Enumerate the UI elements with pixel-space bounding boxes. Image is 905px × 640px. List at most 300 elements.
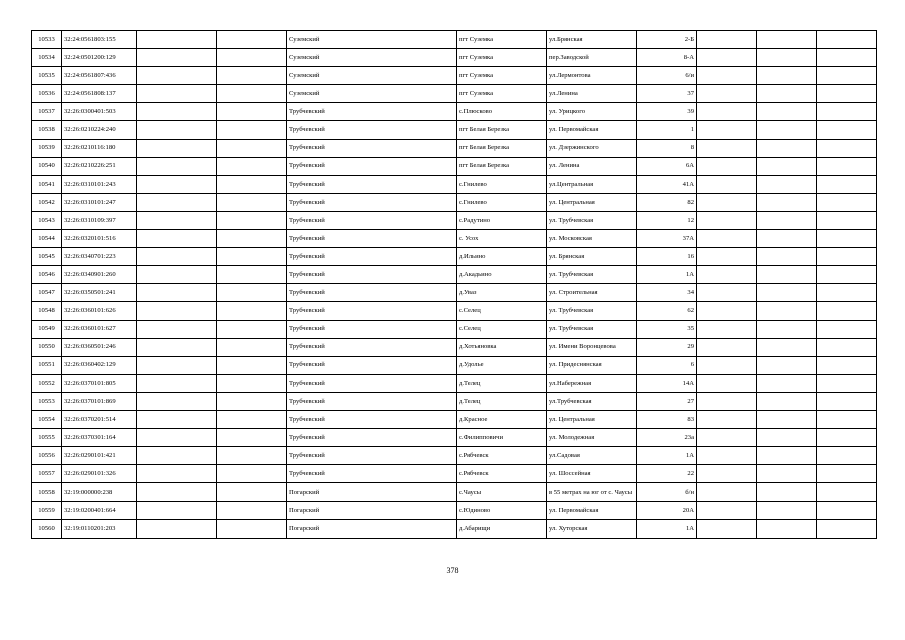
district-cell: Трубчевский xyxy=(287,121,457,139)
locality-cell: пгт Суземка xyxy=(457,67,547,85)
empty-cell xyxy=(697,121,757,139)
empty-cell xyxy=(137,465,217,483)
empty-cell xyxy=(217,302,287,320)
empty-cell xyxy=(697,502,757,520)
empty-cell xyxy=(137,230,217,248)
locality-cell: д.Акадьино xyxy=(457,266,547,284)
empty-cell xyxy=(817,230,877,248)
table-row xyxy=(32,356,877,374)
empty-cell xyxy=(217,157,287,175)
empty-cell xyxy=(817,31,877,49)
street-cell: ул. Хуторская xyxy=(547,520,637,538)
row-number-cell: 10551 xyxy=(32,356,62,374)
table-row xyxy=(32,502,877,520)
empty-cell xyxy=(757,193,817,211)
table-row xyxy=(32,429,877,447)
empty-cell xyxy=(137,139,217,157)
empty-cell xyxy=(757,248,817,266)
empty-cell xyxy=(217,175,287,193)
empty-cell xyxy=(137,374,217,392)
empty-cell xyxy=(217,338,287,356)
cadastral-number-cell: 32:26:0360501:246 xyxy=(62,338,137,356)
table-row xyxy=(32,302,877,320)
cadastral-number-cell: 32:19:000000:238 xyxy=(62,483,137,502)
locality-cell: с. Усох xyxy=(457,230,547,248)
cadastral-number-cell: 32:26:0310109:397 xyxy=(62,211,137,229)
empty-cell xyxy=(137,429,217,447)
empty-cell xyxy=(137,193,217,211)
empty-cell xyxy=(697,338,757,356)
empty-cell xyxy=(757,465,817,483)
table-row xyxy=(32,121,877,139)
registry-body xyxy=(32,31,877,539)
house-number-cell: 6А xyxy=(637,157,697,175)
table-row xyxy=(32,67,877,85)
empty-cell xyxy=(697,49,757,67)
district-cell: Трубчевский xyxy=(287,211,457,229)
house-number-cell: 16 xyxy=(637,248,697,266)
empty-cell xyxy=(137,103,217,121)
table-row xyxy=(32,139,877,157)
street-cell: ул. Урицкого xyxy=(547,103,637,121)
street-cell: ул.Трубчевская xyxy=(547,392,637,410)
street-cell: ул. Дзержинского xyxy=(547,139,637,157)
table-row xyxy=(32,284,877,302)
street-cell: ул. Центральная xyxy=(547,410,637,428)
district-cell: Трубчевский xyxy=(287,248,457,266)
empty-cell xyxy=(757,157,817,175)
empty-cell xyxy=(757,85,817,103)
empty-cell xyxy=(217,266,287,284)
locality-cell: с.Селец xyxy=(457,302,547,320)
street-cell: ул. Трубчевская xyxy=(547,211,637,229)
empty-cell xyxy=(817,175,877,193)
row-number-cell: 10560 xyxy=(32,520,62,538)
street-cell: ул. Центральная xyxy=(547,193,637,211)
district-cell: Трубчевский xyxy=(287,266,457,284)
empty-cell xyxy=(137,211,217,229)
empty-cell xyxy=(137,502,217,520)
table-row xyxy=(32,211,877,229)
table-row xyxy=(32,85,877,103)
table-row xyxy=(32,193,877,211)
district-cell: Трубчевский xyxy=(287,392,457,410)
empty-cell xyxy=(697,139,757,157)
locality-cell: с.Рябчевск xyxy=(457,447,547,465)
street-cell: ул. Шоссейная xyxy=(547,465,637,483)
street-cell: ул. Первомайская xyxy=(547,121,637,139)
empty-cell xyxy=(757,302,817,320)
empty-cell xyxy=(697,103,757,121)
empty-cell xyxy=(757,230,817,248)
empty-cell xyxy=(757,121,817,139)
row-number-cell: 10554 xyxy=(32,410,62,428)
cadastral-number-cell: 32:26:0210226:251 xyxy=(62,157,137,175)
empty-cell xyxy=(697,520,757,538)
row-number-cell: 10552 xyxy=(32,374,62,392)
house-number-cell: 83 xyxy=(637,410,697,428)
district-cell: Трубчевский xyxy=(287,320,457,338)
table-row xyxy=(32,338,877,356)
house-number-cell: 35 xyxy=(637,320,697,338)
empty-cell xyxy=(757,139,817,157)
empty-cell xyxy=(817,320,877,338)
locality-cell: с.Гнилево xyxy=(457,175,547,193)
empty-cell xyxy=(137,320,217,338)
table-row xyxy=(32,31,877,49)
empty-cell xyxy=(137,302,217,320)
row-number-cell: 10548 xyxy=(32,302,62,320)
empty-cell xyxy=(137,410,217,428)
house-number-cell: 39 xyxy=(637,103,697,121)
locality-cell: пгт Суземка xyxy=(457,85,547,103)
empty-cell xyxy=(697,31,757,49)
house-number-cell: 29 xyxy=(637,338,697,356)
empty-cell xyxy=(137,31,217,49)
house-number-cell: 1 xyxy=(637,121,697,139)
cadastral-number-cell: 32:26:0310101:247 xyxy=(62,193,137,211)
empty-cell xyxy=(757,338,817,356)
empty-cell xyxy=(697,356,757,374)
row-number-cell: 10550 xyxy=(32,338,62,356)
locality-cell: д.Уваз xyxy=(457,284,547,302)
row-number-cell: 10543 xyxy=(32,211,62,229)
row-number-cell: 10549 xyxy=(32,320,62,338)
empty-cell xyxy=(217,230,287,248)
empty-cell xyxy=(697,85,757,103)
empty-cell xyxy=(757,103,817,121)
street-cell: пер.Заводской xyxy=(547,49,637,67)
empty-cell xyxy=(757,31,817,49)
empty-cell xyxy=(137,49,217,67)
district-cell: Трубчевский xyxy=(287,338,457,356)
street-cell: ул. Брянская xyxy=(547,248,637,266)
district-cell: Суземский xyxy=(287,67,457,85)
row-number-cell: 10559 xyxy=(32,502,62,520)
empty-cell xyxy=(817,157,877,175)
empty-cell xyxy=(217,31,287,49)
empty-cell xyxy=(697,447,757,465)
empty-cell xyxy=(137,85,217,103)
house-number-cell: 41А xyxy=(637,175,697,193)
empty-cell xyxy=(817,392,877,410)
empty-cell xyxy=(757,320,817,338)
cadastral-number-cell: 32:26:0370201:514 xyxy=(62,410,137,428)
row-number-cell: 10536 xyxy=(32,85,62,103)
empty-cell xyxy=(757,211,817,229)
street-cell: ул. Первомайская xyxy=(547,502,637,520)
empty-cell xyxy=(217,67,287,85)
empty-cell xyxy=(817,429,877,447)
district-cell: Трубчевский xyxy=(287,429,457,447)
house-number-cell: 8-А xyxy=(637,49,697,67)
empty-cell xyxy=(817,85,877,103)
locality-cell: с.Радутино xyxy=(457,211,547,229)
cadastral-number-cell: 32:26:0350501:241 xyxy=(62,284,137,302)
table-row xyxy=(32,392,877,410)
locality-cell: пгт Белая Березка xyxy=(457,157,547,175)
empty-cell xyxy=(817,67,877,85)
empty-cell xyxy=(817,338,877,356)
empty-cell xyxy=(137,392,217,410)
street-cell: ул.Лермонтова xyxy=(547,67,637,85)
house-number-cell: 22 xyxy=(637,465,697,483)
row-number-cell: 10544 xyxy=(32,230,62,248)
row-number-cell: 10538 xyxy=(32,121,62,139)
empty-cell xyxy=(217,211,287,229)
table-row xyxy=(32,320,877,338)
row-number-cell: 10558 xyxy=(32,483,62,502)
district-cell: Трубчевский xyxy=(287,193,457,211)
empty-cell xyxy=(697,392,757,410)
empty-cell xyxy=(757,520,817,538)
empty-cell xyxy=(817,410,877,428)
empty-cell xyxy=(217,49,287,67)
empty-cell xyxy=(217,193,287,211)
cadastral-number-cell: 32:26:0320101:516 xyxy=(62,230,137,248)
empty-cell xyxy=(217,139,287,157)
district-cell: Суземский xyxy=(287,49,457,67)
district-cell: Погарский xyxy=(287,483,457,502)
empty-cell xyxy=(137,121,217,139)
row-number-cell: 10541 xyxy=(32,175,62,193)
district-cell: Трубчевский xyxy=(287,103,457,121)
street-cell: ул.Садовая xyxy=(547,447,637,465)
house-number-cell: 34 xyxy=(637,284,697,302)
cadastral-number-cell: 32:26:0360101:626 xyxy=(62,302,137,320)
empty-cell xyxy=(697,429,757,447)
empty-cell xyxy=(757,175,817,193)
empty-cell xyxy=(697,320,757,338)
empty-cell xyxy=(217,502,287,520)
house-number-cell: 20А xyxy=(637,502,697,520)
empty-cell xyxy=(757,429,817,447)
street-cell: ул. Московская xyxy=(547,230,637,248)
empty-cell xyxy=(697,302,757,320)
house-number-cell: 12 xyxy=(637,211,697,229)
house-number-cell: 27 xyxy=(637,392,697,410)
house-number-cell: 6 xyxy=(637,356,697,374)
empty-cell xyxy=(217,374,287,392)
cadastral-number-cell: 32:26:0210116:180 xyxy=(62,139,137,157)
row-number-cell: 10555 xyxy=(32,429,62,447)
empty-cell xyxy=(217,103,287,121)
empty-cell xyxy=(757,284,817,302)
empty-cell xyxy=(217,520,287,538)
table-row xyxy=(32,230,877,248)
empty-cell xyxy=(217,465,287,483)
empty-cell xyxy=(817,211,877,229)
empty-cell xyxy=(757,266,817,284)
empty-cell xyxy=(697,193,757,211)
empty-cell xyxy=(137,447,217,465)
table-row xyxy=(32,447,877,465)
row-number-cell: 10553 xyxy=(32,392,62,410)
row-number-cell: 10535 xyxy=(32,67,62,85)
empty-cell xyxy=(217,248,287,266)
street-cell: ул. Трубчевская xyxy=(547,320,637,338)
street-cell: ул. Трубчевская xyxy=(547,302,637,320)
empty-cell xyxy=(697,374,757,392)
locality-cell: д.Удолье xyxy=(457,356,547,374)
cadastral-number-cell: 32:24:0561808:137 xyxy=(62,85,137,103)
cadastral-number-cell: 32:24:0501200:129 xyxy=(62,49,137,67)
empty-cell xyxy=(697,483,757,502)
locality-cell: с.Селец xyxy=(457,320,547,338)
empty-cell xyxy=(757,67,817,85)
row-number-cell: 10540 xyxy=(32,157,62,175)
locality-cell: д.Абарищи xyxy=(457,520,547,538)
table-row xyxy=(32,465,877,483)
district-cell: Трубчевский xyxy=(287,447,457,465)
row-number-cell: 10545 xyxy=(32,248,62,266)
empty-cell xyxy=(757,392,817,410)
empty-cell xyxy=(217,85,287,103)
empty-cell xyxy=(217,356,287,374)
district-cell: Трубчевский xyxy=(287,374,457,392)
house-number-cell: 1А xyxy=(637,266,697,284)
district-cell: Трубчевский xyxy=(287,410,457,428)
row-number-cell: 10537 xyxy=(32,103,62,121)
district-cell: Трубчевский xyxy=(287,284,457,302)
empty-cell xyxy=(817,193,877,211)
empty-cell xyxy=(757,356,817,374)
empty-cell xyxy=(817,49,877,67)
empty-cell xyxy=(697,284,757,302)
locality-cell: д.Телец xyxy=(457,392,547,410)
empty-cell xyxy=(817,121,877,139)
locality-cell: пгт Белая Березка xyxy=(457,121,547,139)
street-cell: ул.Набережная xyxy=(547,374,637,392)
cadastral-number-cell: 32:26:0310101:243 xyxy=(62,175,137,193)
table-row xyxy=(32,520,877,538)
row-number-cell: 10557 xyxy=(32,465,62,483)
street-cell: ул. Молодежная xyxy=(547,429,637,447)
cadastral-number-cell: 32:26:0370301:164 xyxy=(62,429,137,447)
house-number-cell: 6/и xyxy=(637,67,697,85)
cadastral-number-cell: 32:26:0290101:421 xyxy=(62,447,137,465)
table-row xyxy=(32,103,877,121)
district-cell: Трубчевский xyxy=(287,230,457,248)
empty-cell xyxy=(757,410,817,428)
empty-cell xyxy=(697,157,757,175)
district-cell: Трубчевский xyxy=(287,465,457,483)
district-cell: Трубчевский xyxy=(287,302,457,320)
empty-cell xyxy=(817,447,877,465)
district-cell: Суземский xyxy=(287,85,457,103)
street-cell: ул. Имени Воронцевова xyxy=(547,338,637,356)
house-number-cell: 82 xyxy=(637,193,697,211)
row-number-cell: 10534 xyxy=(32,49,62,67)
locality-cell: пгт Суземка xyxy=(457,49,547,67)
cadastral-number-cell: 32:26:0370101:805 xyxy=(62,374,137,392)
empty-cell xyxy=(817,266,877,284)
empty-cell xyxy=(697,211,757,229)
empty-cell xyxy=(217,483,287,502)
locality-cell: пгт Белая Березка xyxy=(457,139,547,157)
row-number-cell: 10539 xyxy=(32,139,62,157)
street-cell: ул.Ленина xyxy=(547,85,637,103)
empty-cell xyxy=(217,320,287,338)
empty-cell xyxy=(217,447,287,465)
empty-cell xyxy=(697,230,757,248)
cadastral-number-cell: 32:19:0110201:203 xyxy=(62,520,137,538)
district-cell: Суземский xyxy=(287,31,457,49)
street-cell: ул.Центральная xyxy=(547,175,637,193)
empty-cell xyxy=(757,374,817,392)
house-number-cell: 23а xyxy=(637,429,697,447)
locality-cell: д.Телец xyxy=(457,374,547,392)
table-row xyxy=(32,266,877,284)
district-cell: Трубчевский xyxy=(287,157,457,175)
empty-cell xyxy=(757,483,817,502)
street-cell: ул. Строительная xyxy=(547,284,637,302)
house-number-cell: 2-Б xyxy=(637,31,697,49)
empty-cell xyxy=(217,392,287,410)
empty-cell xyxy=(697,410,757,428)
empty-cell xyxy=(137,175,217,193)
street-cell: ул.Брянская xyxy=(547,31,637,49)
empty-cell xyxy=(217,121,287,139)
empty-cell xyxy=(217,284,287,302)
empty-cell xyxy=(817,139,877,157)
district-cell: Погарский xyxy=(287,502,457,520)
cadastral-number-cell: 32:26:0340701:223 xyxy=(62,248,137,266)
street-cell: в 55 метрах на юг от с. Чаусы xyxy=(547,483,637,502)
locality-cell: с.Филипповичи xyxy=(457,429,547,447)
locality-cell: д.Хотьяновка xyxy=(457,338,547,356)
empty-cell xyxy=(217,429,287,447)
empty-cell xyxy=(697,67,757,85)
cadastral-number-cell: 32:26:0300401:503 xyxy=(62,103,137,121)
cadastral-number-cell: 32:19:0200401:664 xyxy=(62,502,137,520)
row-number-cell: 10556 xyxy=(32,447,62,465)
empty-cell xyxy=(137,338,217,356)
empty-cell xyxy=(697,465,757,483)
house-number-cell: 1А xyxy=(637,520,697,538)
street-cell: ул. Трубчевская xyxy=(547,266,637,284)
row-number-cell: 10546 xyxy=(32,266,62,284)
empty-cell xyxy=(137,483,217,502)
table-row xyxy=(32,175,877,193)
empty-cell xyxy=(697,175,757,193)
table-row xyxy=(32,49,877,67)
cadastral-number-cell: 32:26:0340901:260 xyxy=(62,266,137,284)
empty-cell xyxy=(137,67,217,85)
cadastral-number-cell: 32:26:0290101:326 xyxy=(62,465,137,483)
locality-cell: д.Красное xyxy=(457,410,547,428)
locality-cell: с.Чаусы xyxy=(457,483,547,502)
house-number-cell: 62 xyxy=(637,302,697,320)
house-number-cell: 14А xyxy=(637,374,697,392)
empty-cell xyxy=(817,356,877,374)
row-number-cell: 10533 xyxy=(32,31,62,49)
table-row xyxy=(32,248,877,266)
street-cell: ул. Ленина xyxy=(547,157,637,175)
row-number-cell: 10542 xyxy=(32,193,62,211)
table-row xyxy=(32,157,877,175)
house-number-cell: 37А xyxy=(637,230,697,248)
house-number-cell: 8 xyxy=(637,139,697,157)
page-number: 378 xyxy=(446,566,459,575)
empty-cell xyxy=(137,356,217,374)
empty-cell xyxy=(757,49,817,67)
empty-cell xyxy=(817,302,877,320)
table-row xyxy=(32,374,877,392)
district-cell: Трубчевский xyxy=(287,356,457,374)
empty-cell xyxy=(217,410,287,428)
empty-cell xyxy=(137,266,217,284)
